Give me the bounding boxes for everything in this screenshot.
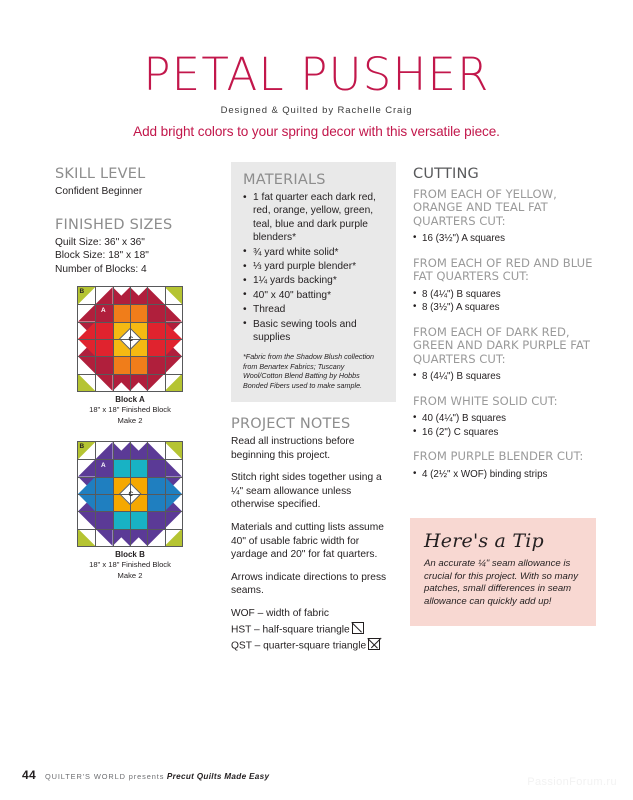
quilt-size: Quilt Size: 36" x 36"	[55, 236, 145, 248]
quilt-triangle	[165, 374, 182, 391]
block-b-diagram	[78, 442, 182, 580]
page-title: PETAL PUSHER	[143, 48, 490, 101]
quilt-patch	[147, 339, 164, 356]
material-item: • Basic sewing tools and supplies	[243, 318, 384, 345]
material-item: • 1 fat quarter each dark red, red, orange, yellow, green, teal, blue and dark purple blenders*	[243, 191, 384, 245]
quilt-triangle	[95, 442, 112, 459]
quilt-patch	[95, 356, 112, 373]
finished-sizes-heading: FINISHED SIZES	[55, 216, 173, 233]
quilt-patch	[147, 511, 164, 528]
quilt-patch	[165, 374, 182, 391]
block-a-diagram	[78, 287, 182, 425]
project-notes-heading: PROJECT NOTES	[231, 416, 351, 433]
magazine-name: QUILTER'S WORLD presents	[44, 772, 165, 781]
cutting-item: • 8 (4¼") B squares	[413, 288, 593, 302]
material-item: • ⅓ yard purple blender*	[243, 260, 384, 273]
quilt-patch	[165, 529, 182, 546]
left-column	[55, 166, 215, 276]
block-b-canvas	[78, 442, 182, 546]
quilt-triangle	[165, 304, 182, 321]
quilt-patch	[165, 511, 182, 528]
patch-label: C	[128, 336, 134, 343]
byline: Designed & Quilted by Rachelle Craig	[220, 105, 413, 116]
block-b-finished: 18" x 18" Finished Block	[89, 560, 171, 570]
quilt-triangle	[95, 287, 112, 304]
quilt-patch	[147, 442, 164, 459]
cutting-group-heading: FROM EACH OF DARK RED, GREEN AND DARK PURPLE FAT QUARTERS CUT:	[413, 324, 590, 366]
quilt-triangle	[165, 459, 182, 476]
quilt-patch	[147, 494, 164, 511]
quilt-triangle	[78, 511, 95, 528]
quilt-patch	[147, 477, 164, 494]
materials-footnote: *Fabric from the Shadow Blush collection from Benartex Fabrics; Tuscany Wool/Cotton Blend Batting by Hobbs Bonded Fibers used to make sample.	[243, 352, 375, 390]
quilt-patch	[165, 442, 182, 459]
skill-level-heading: SKILL LEVEL	[55, 166, 146, 182]
quilt-patch	[78, 529, 95, 546]
quilt-triangle	[165, 529, 182, 546]
hst-icon	[352, 622, 364, 634]
material-item: • 1¼ yards backing*	[243, 274, 384, 287]
quilt-patch	[113, 304, 130, 321]
quilt-patch	[147, 287, 164, 304]
quilt-patch	[147, 322, 164, 339]
block-a-name: Block A	[115, 395, 145, 404]
cutting-group-list	[413, 288, 593, 315]
project-note-paragraph: Read all instructions before beginning this project.	[231, 436, 355, 461]
quilt-patch	[113, 459, 130, 476]
skill-level-value: Confident Beginner	[55, 186, 143, 197]
patch-label: A	[101, 462, 106, 469]
quilt-patch	[130, 356, 147, 373]
footer	[22, 768, 269, 782]
quilt-patch	[95, 339, 112, 356]
project-note-paragraph: Arrows indicate directions to press seams.	[231, 571, 387, 597]
block-b-make: Make 2	[117, 570, 143, 580]
quilt-patch	[95, 322, 112, 339]
cutting-item: • 16 (2") C squares	[413, 426, 593, 440]
quilt-patch	[78, 304, 95, 321]
quilt-patch	[147, 304, 164, 321]
cutting-item: • 4 (2½" x WOF) binding strips	[413, 468, 593, 482]
cutting-group-heading: FROM EACH OF YELLOW, ORANGE AND TEAL FAT QUARTERS CUT:	[413, 187, 557, 228]
block-a-make: Make 2	[117, 415, 143, 425]
quilt-patch	[78, 459, 95, 476]
block-a-finished: 18" x 18" Finished Block	[89, 405, 171, 415]
quilt-patch	[130, 459, 147, 476]
quilt-patch	[95, 287, 112, 304]
project-note-paragraph: Stitch right sides together using a ¼" seam allowance unless otherwise specified.	[231, 472, 382, 511]
cutting-group-heading: FROM EACH OF RED AND BLUE FAT QUARTERS CUT:	[413, 255, 593, 284]
page-number: 44	[22, 768, 36, 782]
quilt-patch	[113, 356, 130, 373]
book-name: Precut Quilts Made Easy	[166, 772, 270, 781]
patch-label: B	[79, 287, 85, 295]
quilt-triangle	[78, 304, 95, 321]
quilt-triangle	[78, 356, 95, 373]
block-size: Block Size: 18" x 18"	[55, 250, 149, 262]
quilt-triangle	[78, 374, 95, 391]
cutting-heading: CUTTING	[413, 166, 479, 182]
quilt-patch	[165, 459, 182, 476]
project-notes-section	[231, 416, 396, 653]
quilt-triangle	[78, 529, 95, 546]
tip-body: An accurate ¼" seam allowance is crucial for this project. With so many patches, small differences in seam allowance can quickly add up!	[424, 558, 578, 607]
number-of-blocks: Number of Blocks: 4	[55, 263, 147, 275]
patch-label: B	[87, 450, 92, 457]
material-item: • Thread	[243, 303, 384, 316]
quilt-patch	[95, 511, 112, 528]
quilt-patch	[147, 374, 164, 391]
patch-label: B	[87, 295, 92, 302]
quilt-patch	[130, 511, 147, 528]
quilt-patch	[78, 356, 95, 373]
cutting-group-heading: FROM PURPLE BLENDER CUT:	[413, 449, 584, 464]
quilt-patch	[130, 304, 147, 321]
quilt-patch	[113, 511, 130, 528]
quilt-patch	[147, 459, 164, 476]
cutting-group-list	[413, 370, 593, 384]
quilt-patch	[147, 529, 164, 546]
block-a-canvas	[78, 287, 182, 391]
cutting-group-list	[413, 232, 593, 246]
watermark: PassionForum.ru	[527, 776, 617, 788]
quilt-patch	[95, 477, 112, 494]
quilt-triangle	[147, 529, 164, 546]
abbreviation-text: QST – quarter-square triangle	[231, 640, 367, 652]
cutting-group-list	[413, 412, 593, 439]
materials-heading: MATERIALS	[243, 172, 326, 188]
tip-box	[410, 518, 596, 626]
materials-list	[243, 191, 384, 344]
quilt-patch	[165, 356, 182, 373]
tagline: Add bright colors to your spring decor with this versatile piece.	[133, 124, 500, 139]
materials-panel	[231, 162, 396, 402]
block-b-name: Block B	[115, 550, 145, 559]
qst-icon	[368, 638, 380, 650]
cutting-item: • 40 (4¼") B squares	[413, 412, 593, 426]
patch-label: C	[128, 491, 134, 498]
cutting-groups	[413, 188, 593, 481]
cutting-item: • 8 (3½") A squares	[413, 301, 593, 315]
quilt-triangle	[95, 374, 112, 391]
cutting-group-heading: FROM WHITE SOLID CUT:	[413, 393, 558, 408]
quilt-triangle	[165, 356, 182, 373]
cutting-group-list	[413, 468, 593, 482]
quilt-triangle	[165, 287, 182, 304]
abbreviation-row	[231, 622, 396, 638]
abbreviation-row	[231, 638, 396, 654]
quilt-patch	[95, 374, 112, 391]
quilt-triangle	[165, 442, 182, 459]
material-item: • ¾ yard white solid*	[243, 246, 384, 259]
abbreviation-row	[231, 607, 396, 622]
quilt-triangle	[147, 374, 164, 391]
quilt-triangle	[95, 529, 112, 546]
project-note-paragraph: Materials and cutting lists assume 40" of usable fabric width for yardage and 20" for fat quarters.	[231, 522, 384, 561]
quilt-patch	[95, 442, 112, 459]
quilt-patch	[78, 511, 95, 528]
quilt-triangle	[78, 459, 95, 476]
quilt-patch	[95, 494, 112, 511]
abbreviation-list	[231, 607, 396, 654]
quilt-triangle	[165, 511, 182, 528]
block-b-caption	[55, 550, 205, 581]
abbreviation-text: WOF – width of fabric	[231, 608, 329, 620]
quilt-patch	[147, 356, 164, 373]
right-column	[413, 166, 593, 483]
quilt-patch	[78, 374, 95, 391]
cutting-item: • 8 (4¼") B squares	[413, 370, 593, 384]
material-item: • 40" x 40" batting*	[243, 289, 384, 302]
middle-column	[231, 162, 396, 654]
cutting-item: • 16 (3½") A squares	[413, 232, 593, 246]
project-notes-paragraphs	[231, 435, 396, 598]
abbreviation-text: HST – half-square triangle	[231, 624, 350, 636]
quilt-patch	[95, 529, 112, 546]
quilt-patch	[165, 287, 182, 304]
patch-label: A	[101, 307, 106, 314]
quilt-patch	[165, 304, 182, 321]
tip-title: Here's a Tip	[424, 530, 544, 552]
patch-label: B	[79, 442, 85, 450]
quilt-triangle	[147, 442, 164, 459]
quilt-triangle	[147, 287, 164, 304]
block-a-caption	[55, 395, 205, 426]
